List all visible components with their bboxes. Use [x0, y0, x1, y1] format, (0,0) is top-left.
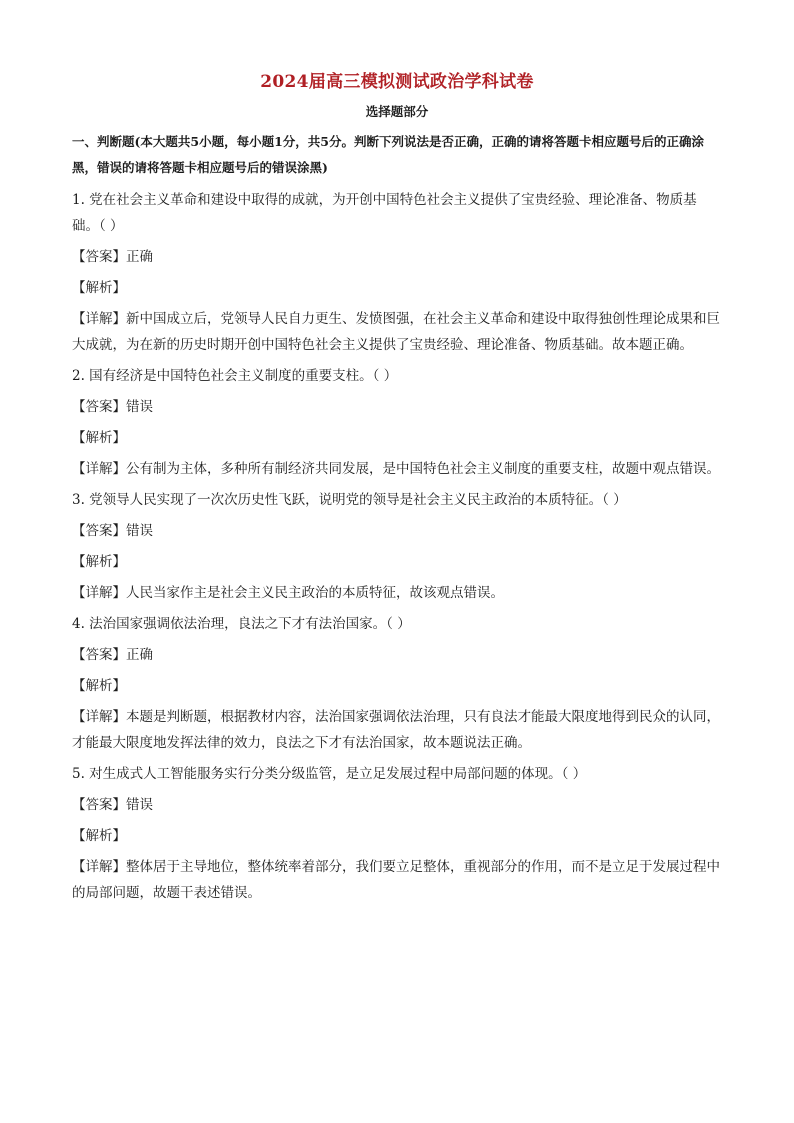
answer-label: 【答案】 — [72, 249, 126, 265]
detail-line — [72, 306, 722, 358]
answer-value: 错误 — [126, 797, 153, 813]
question-block — [72, 363, 722, 482]
section-heading: 一、判断题(本大题共5小题，每小题1分，共5分。判断下列说法是否正确，正确的请将答题卡相应题号后的正确涂黑，错误的请将答题卡相应题号后的错误涂黑) — [72, 134, 705, 175]
detail-label: 【详解】 — [72, 461, 126, 477]
analysis-line — [72, 275, 722, 301]
detail-text: 本题是判断题，根据教材内容，法治国家强调依法治理，只有良法才能最大限度地得到民众的认同，才能最大限度地发挥法律的效力，良法之下才有法治国家，故本题说法正确。 — [72, 709, 720, 751]
detail-label: 【详解】 — [72, 859, 126, 875]
detail-label: 【详解】 — [72, 709, 126, 725]
question-block — [72, 187, 722, 358]
detail-line — [72, 854, 722, 906]
analysis-label: 【解析】 — [72, 280, 126, 296]
question-text: 4. 法治国家强调依法治理，良法之下才有法治国家。（ ） — [72, 616, 411, 632]
exam-page — [72, 70, 722, 911]
question-block — [72, 487, 722, 606]
page-title: 2024届高三模拟测试政治学科试卷 — [260, 72, 534, 92]
analysis-line — [72, 673, 722, 699]
detail-line — [72, 580, 722, 606]
detail-text: 新中国成立后，党领导人民自力更生、发愤图强，在社会主义革命和建设中取得独创性理论成果和巨大成就，为在新的历史时期开创中国特色社会主义提供了宝贵经验、理论准备、物质基础。故本题正确。 — [72, 311, 720, 353]
answer-label: 【答案】 — [72, 523, 126, 539]
answer-label: 【答案】 — [72, 797, 126, 813]
section-subtitle: 选择题部分 — [365, 104, 429, 119]
detail-label: 【详解】 — [72, 585, 126, 601]
question-text: 3. 党领导人民实现了一次次历史性飞跃，说明党的领导是社会主义民主政治的本质特征。（ ） — [72, 492, 627, 508]
analysis-line — [72, 549, 722, 575]
analysis-label: 【解析】 — [72, 678, 126, 694]
answer-value: 错误 — [126, 399, 153, 415]
analysis-label: 【解析】 — [72, 828, 126, 844]
question-text: 2. 国有经济是中国特色社会主义制度的重要支柱。（ ） — [72, 368, 398, 384]
answer-line — [72, 642, 722, 668]
question-text: 5. 对生成式人工智能服务实行分类分级监管，是立足发展过程中局部问题的体现。（ ） — [72, 766, 587, 782]
analysis-label: 【解析】 — [72, 430, 126, 446]
answer-line — [72, 244, 722, 270]
detail-text: 整体居于主导地位，整体统率着部分，我们要立足整体，重视部分的作用，而不是立足于发展过程中的局部问题，故题干表述错误。 — [72, 859, 720, 901]
detail-label: 【详解】 — [72, 311, 126, 327]
answer-line — [72, 394, 722, 420]
answer-label: 【答案】 — [72, 399, 126, 415]
answer-value: 正确 — [126, 249, 153, 265]
detail-text: 公有制为主体，多种所有制经济共同发展，是中国特色社会主义制度的重要支柱，故题中观点错误。 — [126, 461, 720, 477]
answer-line — [72, 518, 722, 544]
answer-value: 错误 — [126, 523, 153, 539]
answer-value: 正确 — [126, 647, 153, 663]
analysis-line — [72, 425, 722, 451]
detail-line — [72, 456, 722, 482]
analysis-line — [72, 823, 722, 849]
analysis-label: 【解析】 — [72, 554, 126, 570]
detail-text: 人民当家作主是社会主义民主政治的本质特征，故该观点错误。 — [126, 585, 504, 601]
detail-line — [72, 704, 722, 756]
answer-label: 【答案】 — [72, 647, 126, 663]
question-block — [72, 611, 722, 756]
question-block — [72, 761, 722, 906]
question-text: 1. 党在社会主义革命和建设中取得的成就，为开创中国特色社会主义提供了宝贵经验、理论准备、物质基础。（ ） — [72, 192, 697, 234]
answer-line — [72, 792, 722, 818]
